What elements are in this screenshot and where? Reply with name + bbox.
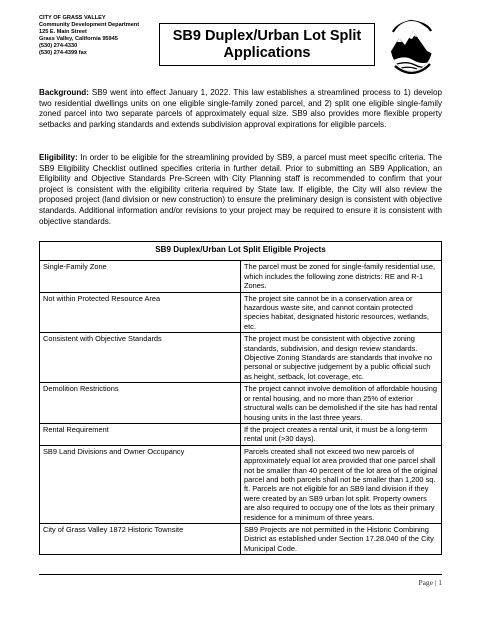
table-row [40,523,442,554]
table-row [40,383,442,424]
org-phone: (530) 274-4330 [39,43,78,49]
mountain-seal-icon [383,18,440,74]
requirement-cell: City of Grass Valley 1872 Historic Townsite [40,523,241,554]
org-department: Community Development Department [39,22,140,28]
table-heading: SB9 Duplex/Urban Lot Split Eligible Projects [40,242,442,261]
org-fax: (530) 274-4399 fax [39,50,87,56]
org-city-line: Grass Valley, California 95945 [39,36,118,42]
eligibility-paragraph [39,153,442,227]
requirement-cell: Consistent with Objective Standards [40,333,241,383]
description-cell: The parcel must be zoned for single-family residential use, which includes the following zone districts: RE and R-1 Zones. [241,261,442,292]
background-label: Background: [39,88,89,97]
table-row [40,261,442,292]
table-heading-row [40,242,442,261]
page-number: Page | 1 [418,578,442,587]
org-street: 125 E. Main Street [39,29,87,35]
table-row [40,292,442,333]
requirement-cell: Not within Protected Resource Area [40,292,241,333]
description-cell: SB9 Projects are not permitted in the Historic Combining District as established under Section 17.28.040 of the City Municipal Code. [241,523,442,554]
requirement-cell: SB9 Land Divisions and Owner Occupancy [40,445,241,523]
table-row [40,333,442,383]
document-title-box [159,23,375,66]
description-cell: The project site cannot be in a conservation area or hazardous waste site, and cannot contain protected species habitat, designated historic resources, wetlands, etc. [241,292,442,333]
title-line-1: SB9 Duplex/Urban Lot Split [172,27,362,44]
requirement-cell: Demolition Restrictions [40,383,241,424]
background-text: SB9 went into effect January 1, 2022. This law establishes a streamlined process to 1) develop two residential dwellings units on one eligible single-family zoned parcel, and 2) split one eligible single-family zoned parcel into two separate parcels of approximately equal size. SB9 also provides more flexible property setbacks and parking standards and extends subdivision approval expirations for eligible parcels. [39,88,442,129]
description-cell: Parcels created shall not exceed two new parcels of approximately equal lot area provided that one parcel shall not be smaller than 40 percent of the lot area of the original parcel and both parcels shall not be smaller than 1,200 sq. ft. Parcels are not eligible for an SB9 land division if they were created by an SB9 urban lot split. Property owners are also required to occupy one of the lots as their primary residence for a minimum of three years. [241,445,442,523]
table-row [40,445,442,523]
org-name: CITY OF GRASS VALLEY [39,15,106,21]
org-address-block [39,15,139,57]
eligibility-label: Eligibility: [39,153,78,162]
eligibility-text: In order to be eligible for the streamlining provided by SB9, a parcel must meet specific criteria. The SB9 Eligibility Checklist outlined specifies criteria in further detail. Prior to submitting an SB9 Application, an Eligibility and Objective Standards Pre-Screen with City Planning staff is recommended to confirm that your project is consistent with the eligibility criteria required by State law. If eligible, the City will also review the proposed project (land division or new construction) to ensure the preliminary design is consistent with objective standards. Additional information and/or revisions to your project may be required to ensure it is consistent with objective standards. [39,153,442,226]
table-row [40,423,442,445]
background-paragraph [39,88,442,130]
requirement-cell: Rental Requirement [40,423,241,445]
description-cell: The project must be consistent with objective zoning standards, subdivision, and design review standards. Objective Zoning Standards are standards that involve no personal or subjective judgement by a public official such as height, setback, lot coverage, etc. [241,333,442,383]
description-cell: If the project creates a rental unit, it must be a long-term rental unit (>30 days). [241,423,442,445]
eligible-projects-table [39,241,442,555]
title-line-2: Applications [223,44,311,61]
description-cell: The project cannot involve demolition of affordable housing or rental housing, and no more than 25% of exterior structural walls can be demolished if the site has had rental housing units in the last three years. [241,383,442,424]
requirement-cell: Single-Family Zone [40,261,241,292]
footer-divider [39,574,442,575]
